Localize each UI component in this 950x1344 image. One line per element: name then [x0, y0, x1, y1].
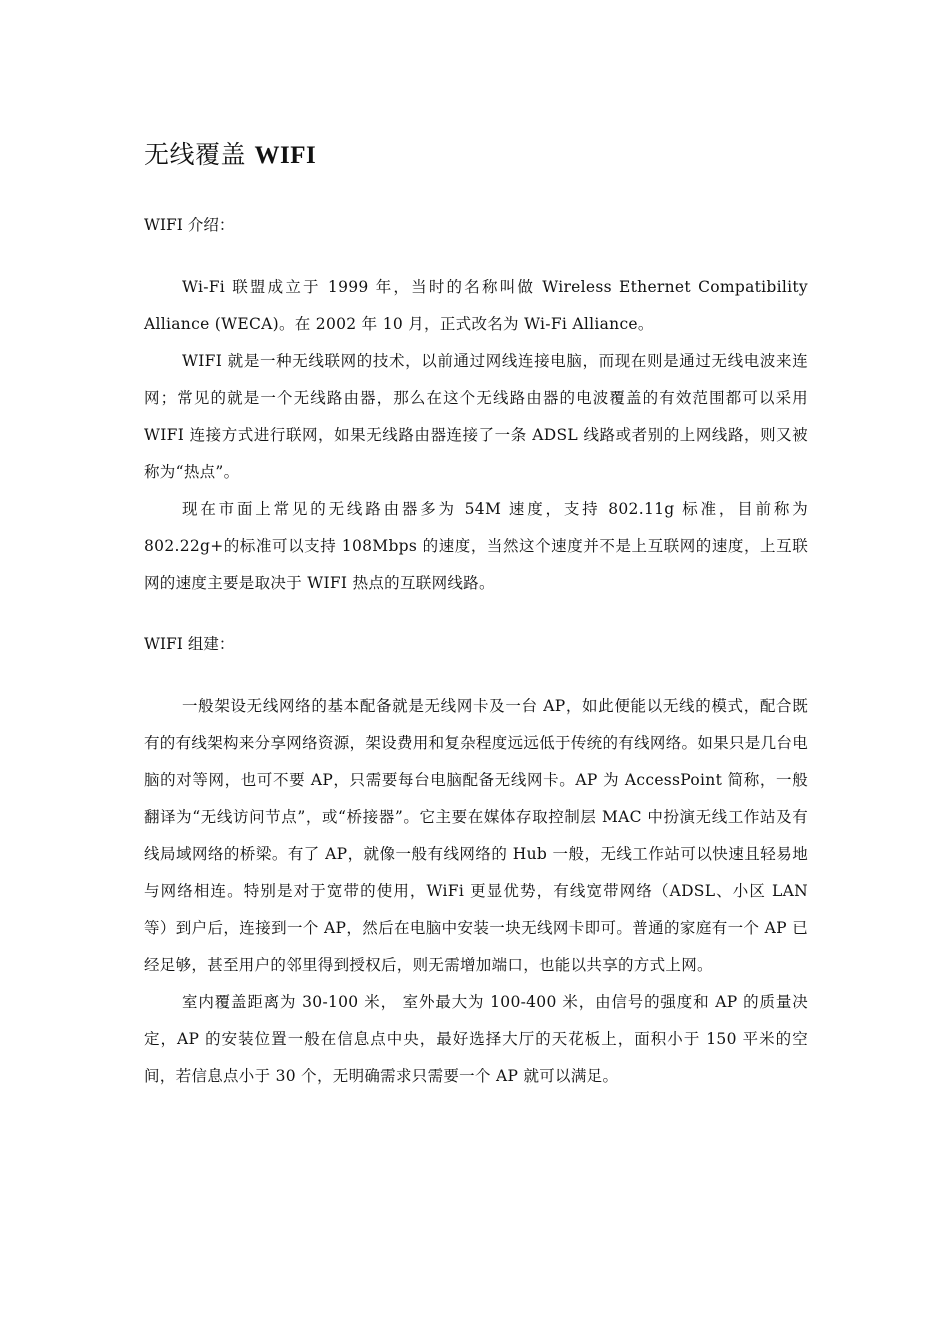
- document-title: [144, 138, 808, 173]
- paragraph-coverage-range: 室内覆盖距离为 30-100 米， 室外最大为 100-400 米，由信号的强度和 AP 的质量决定，AP 的安装位置一般在信息点中央，最好选择大厅的天花板上，面积小于 150 平米的空间，若信息点小于 30 个，无明确需求只需要一个 AP 就可以满足。: [144, 993, 808, 1085]
- section-heading-introduction: WIFI 介绍：: [144, 216, 235, 234]
- title-chinese: 无线覆盖: [144, 140, 247, 169]
- paragraph-wifi-definition: WIFI 就是一种无线联网的技术，以前通过网线连接电脑，而现在则是通过无线电波来连网；常见的就是一个无线路由器，那么在这个无线路由器的电波覆盖的有效范围都可以采用 WIFI 连接方式进行联网，如果无线路由器连接了一条 ADSL 线路或者别的上网线路，则又被称为“热点”。: [144, 352, 808, 481]
- title-latin: WIFI: [254, 142, 317, 169]
- paragraph-wifi-alliance: Wi-Fi 联盟成立于 1999 年，当时的名称叫做 Wireless Ethernet Compatibility Alliance (WECA)。在 2002 年 10 月，正式改名为 Wi-Fi Alliance。: [144, 278, 808, 333]
- paragraph-router-speed: 现在市面上常见的无线路由器多为 54M 速度，支持 802.11g 标准，目前称为 802.22g+的标准可以支持 108Mbps 的速度，当然这个速度并不是上互联网的速度，上互联网的速度主要是取决于 WIFI 热点的互联网线路。: [144, 500, 808, 592]
- section-spacer: [144, 602, 808, 626]
- document-page: [144, 138, 808, 1095]
- section-heading-setup: WIFI 组建：: [144, 635, 235, 653]
- paragraph-network-setup: 一般架设无线网络的基本配备就是无线网卡及一台 AP，如此便能以无线的模式，配合既有的有线架构来分享网络资源，架设费用和复杂程度远远低于传统的有线网络。如果只是几台电脑的对等网，也可不要 AP，只需要每台电脑配备无线网卡。AP 为 AccessPoint 简称，一般翻译为“无线访问节点”，或“桥接器”。它主要在媒体存取控制层 MAC 中扮演无线工作站及有线局域网络的桥梁。有了 AP，就像一般有线网络的 Hub 一般，无线工作站可以快速且轻易地与网络相连。特别是对于宽带的使用，WiFi 更显优势，有线宽带网络（ADSL、小区 LAN 等）到户后，连接到一个 AP，然后在电脑中安装一块无线网卡即可。普通的家庭有一个 AP 已经足够，甚至用户的邻里得到授权后，则无需增加端口，也能以共享的方式上网。: [144, 697, 808, 974]
